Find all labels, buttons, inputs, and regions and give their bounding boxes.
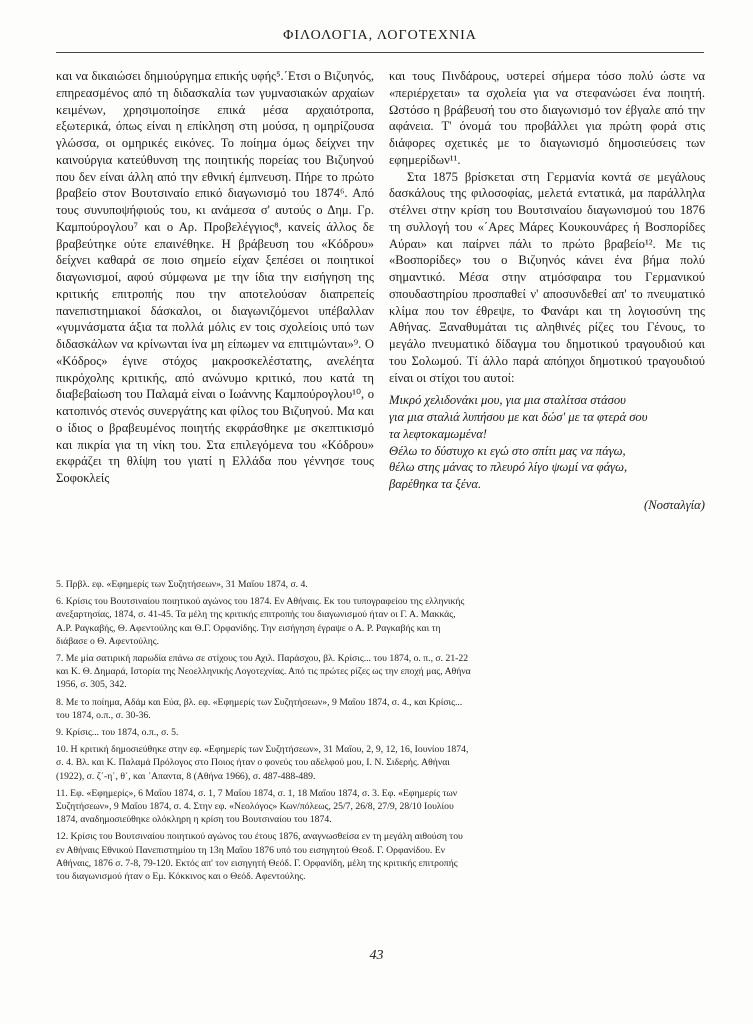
footnote: 8. Με το ποίημα, Αδάμ και Εύα, βλ. εφ. «Εφημερίς των Συζητήσεων», 9 Μαΐου 1874, σ. 4., και Κρίσις... του 1874, ο.π., σ. 30-36. [56, 696, 463, 721]
right-paragraph-1: και τους Πινδάρους, υστερεί σήμερα τόσο πολύ ώστε να «περιέρχεται» τα σχολεία για να στεφανώσει ένα ποιητή. Ωστόσο η βράβευσή του στο διαγωνισμό τον έβγαλε από την αφάνεια. Τ' όνομά του προβάλλει για πρώτη φορά στις διάφορες σχετικές με το διαγωνισμό δημοσιεύσεις των εφημερίδων¹¹. [389, 69, 705, 167]
footnote: 9. Κρίσις... του 1874, ο.π., σ. 5. [56, 727, 179, 739]
footnote: 10. Η κριτική δημοσιεύθηκε στην εφ. «Εφημερίς των Συζητήσεων», 31 Μαΐου, 2, 9, 12, 16, Ιουνίου 1874, σ. 4. Βλ. και Κ. Παλαμά Πρόλογος στο Ποιος ήταν ο φονεύς του αδελφού μου, Ι. Ν. Σιδερής. Αθήναι (1922), σ. ζ΄-η΄, θ΄, και ΄Απαντα, 8 (Αθήνα 1966), σ. 487-488-489. [56, 744, 469, 782]
footnote: 7. Με μία σατιρική παρωδία επάνω σε στίχους του Αχιλ. Παράσχου, βλ. Κρίσις... του 1874, ο. π., σ. 21-22 και Κ. Θ. Δημαρά, Ιστορία της Νεοελληνικής Λογοτεχνίας. Από τις πρώτες ρίζες ως την εποχή μας, Αθήνα 1956, σ. 305, 342. [56, 653, 471, 691]
poem-line: βαρέθηκα τα ξένα. [389, 477, 482, 491]
header-rule [56, 52, 704, 53]
footnote: 11. Εφ. «Εφημερίς», 6 Μαΐου 1874, σ. 1, 7 Μαΐου 1874, σ. 1, 18 Μαΐου 1874, σ. 3. Εφ. «Εφημερίς των Συζητήσεων», 9 Μαΐου 1874, σ. 4. Στην εφ. «Νεολόγος» Κων/πόλεως, 25/7, 26/8, 27/9, 28/10 Ιουλίου 1874, αναδημοσιεύθηκε ολόκληρη η κρίση του Βουτσιναίου του 1874. [56, 787, 458, 826]
left-paragraph: και να δικαιώσει δημιούργημα επικής υφής⁵.΄Ετσι ο Βιζυηνός, επηρεασμένος από τη διδασκαλία των γυμνασιακών αρχαίων κειμένων, χρησιμοποίησε επικά μέσα αρχαιότροπα, εξωτερικά, όπως είναι η επίκληση στη μούσα, η ομηρίζουσα γλώσσα, οι ομηρικές εικόνες. Το ποίημα όμως δείχνει την καινούργια κατεύθυνση της ποιητικής πορείας του Βιζυηνού που δεν είναι άλλη από την εθνική έμπνευση. Πήρε το πρώτο βραβείο στον Βουτσιναίο επικό διαγωνισμό του 1874⁶. Από τους συνυποψήφιούς του, κι ανάμεσα σ' αυτούς ο Δημ. Γρ. Καμπούρογλου⁷ και ο Αρ. Προβελέγγιος⁸, κανείς άλλος δε βραβεύτηκε ούτε επαινέθηκε. Η βράβευση του «Κόδρου» δείχνει καθαρά σε ποιο σημείο είχαν ξεπέσει οι ποιητικοί διαγωνισμοί, αφού σύμφωνα με την ίδια την εισήγηση της κριτικής επιτροπής που την αποτελούσαν διαπρεπείς πανεπιστημιακοί δάσκαλοι, οι διαγωνιζόμενοι υπέβαλλαν «γυμνάσματα άξια τα πολλά μόλις εν τοις σχολείοις υπό των διδασκάλων να κρίνωνται ίνα μη είπωμεν να επιτιμώνται»⁹. Ο «Κόδρος» έγινε στόχος μακροσκελέστατης, ανελέητα πικρόχολης κριτικής, από ανώνυμο κριτικό, που κατά τη διαβεβαίωση του Παλαμά είναι ο Ιωάννης Καμπούρογλου¹⁰, ο κατοπινός στενός συνεργάτης και φίλος του Βιζυηνού. Μα και ο ίδιος ο βραβευμένος ποιητής εκφράσθηκε με σκεπτικισμό και πικρία για τη νίκη του. Στα επιλεγόμενα του «Κόδρου» εκφράζει τη θλίψη του γιατί η Ελλάδα που γέννησε τους Σοφοκλείς [56, 69, 374, 485]
poem-source: (Νοσταλγία) [644, 497, 705, 512]
poem-line: θέλω στης μάνας το πλευρό λίγο ψωμί να φάγω, [389, 460, 628, 475]
poem-block [389, 392, 705, 493]
footnote: 6. Κρίσις του Βουτσιναίου ποιητικού αγώνος του 1874. Εν Αθήναις. Εκ του τυπογραφείου της ελληνικής ανεξαρτησίας, 1874, σ. 41-45. Τα μέλη της κριτικής επιτροπής του διαγωνισμού ήταν οι Γ. Α. Μακκάς, Α.Ρ. Ραγκαβής, Θ. Αφεντούλης και Θ.Γ. Ορφανίδης. Την εισήγηση έγραψε ο Α. Ρ. Ραγκαβής και τη διάβασε ο Θ. Αφεντούλης. [56, 596, 465, 647]
poem-line: Μικρό χελιδονάκι μου, για μια σταλίτσα στάσου [389, 393, 626, 408]
right-paragraph-2: Στα 1875 βρίσκεται στη Γερμανία κοντά σε μεγάλους δασκάλους της φιλοσοφίας, μελετά εντατικά, μα παράλληλα στέλνει στην κρίση του Βουτσιναίου διαγωνισμού του 1876 τη συλλογή του «΄Αρες Μάρες Κουκουνάρες ή Βοσπορίδες Αύραι» και παίρνει πάλι το πρώτο βραβείο¹². Με τις «Βοσπορίδες» του ο Βιζυηνός κάνει ένα βήμα πολύ σημαντικό. Μέσα στην ατμόσφαιρα του Γερμανικού σπουδαστηρίου προσπαθεί ν' αποσυνδεθεί απ' το πνευματικό κλίμα που τον έθρεψε, το Φανάρι και τη λογιοσύνη της Αθήνας. Ξαναθυμάται τις αληθινές ρίζες του Γένους, το μεγάλο πνευματικό δίδαγμα του δημοτικού τραγουδιού και του Σολωμού. Τί άλλο παρά απόηχοι δημοτικού τραγουδιού είναι οι στίχοι του αυτοί: [389, 169, 705, 385]
running-header: ΦΙΛΟΛΟΓΙΑ, ΛΟΓΟΤΕΧΝΙΑ [283, 28, 477, 43]
page-number: 43 [369, 948, 384, 963]
footnotes [56, 578, 471, 887]
poem-line: Θέλω το δύστυχο κι εγώ στο σπίτι μας να πάγω, [389, 443, 626, 458]
poem-line: τα λεφτοκαμωμένα! [389, 426, 488, 441]
right-column [389, 68, 705, 514]
poem-line: για μια σταλιά λυπήσου με και δώσ' με τα φτερά σου [389, 410, 648, 424]
left-column [56, 68, 374, 487]
footnote: 12. Κρίσις του Βουτσιναίου ποιητικού αγώνος του έτους 1876, αναγνωσθείσα εν τη μεγάλη αιθούση του εν Αθήναις Εθνικού Πανεπιστημίου τη 13η Μαΐου 1876 υπό του εισηγητού Θεοδ. Γ. Ορφανίδου. Εν Αθήναις, 1876 σ. 7-8, 79-120. Εκτός απ' τον εισηγητή Θεόδ. Γ. Ορφανίδη, μέλη της κριτικής επιτροπής του διαγωνισμού ήταν ο Εμ. Κόκκινος και ο Θεόδ. Αφεντούλης. [56, 831, 463, 883]
footnote: 5. Πρβλ. εφ. «Εφημερίς των Συζητήσεων», 31 Μαΐου 1874, σ. 4. [56, 579, 308, 590]
